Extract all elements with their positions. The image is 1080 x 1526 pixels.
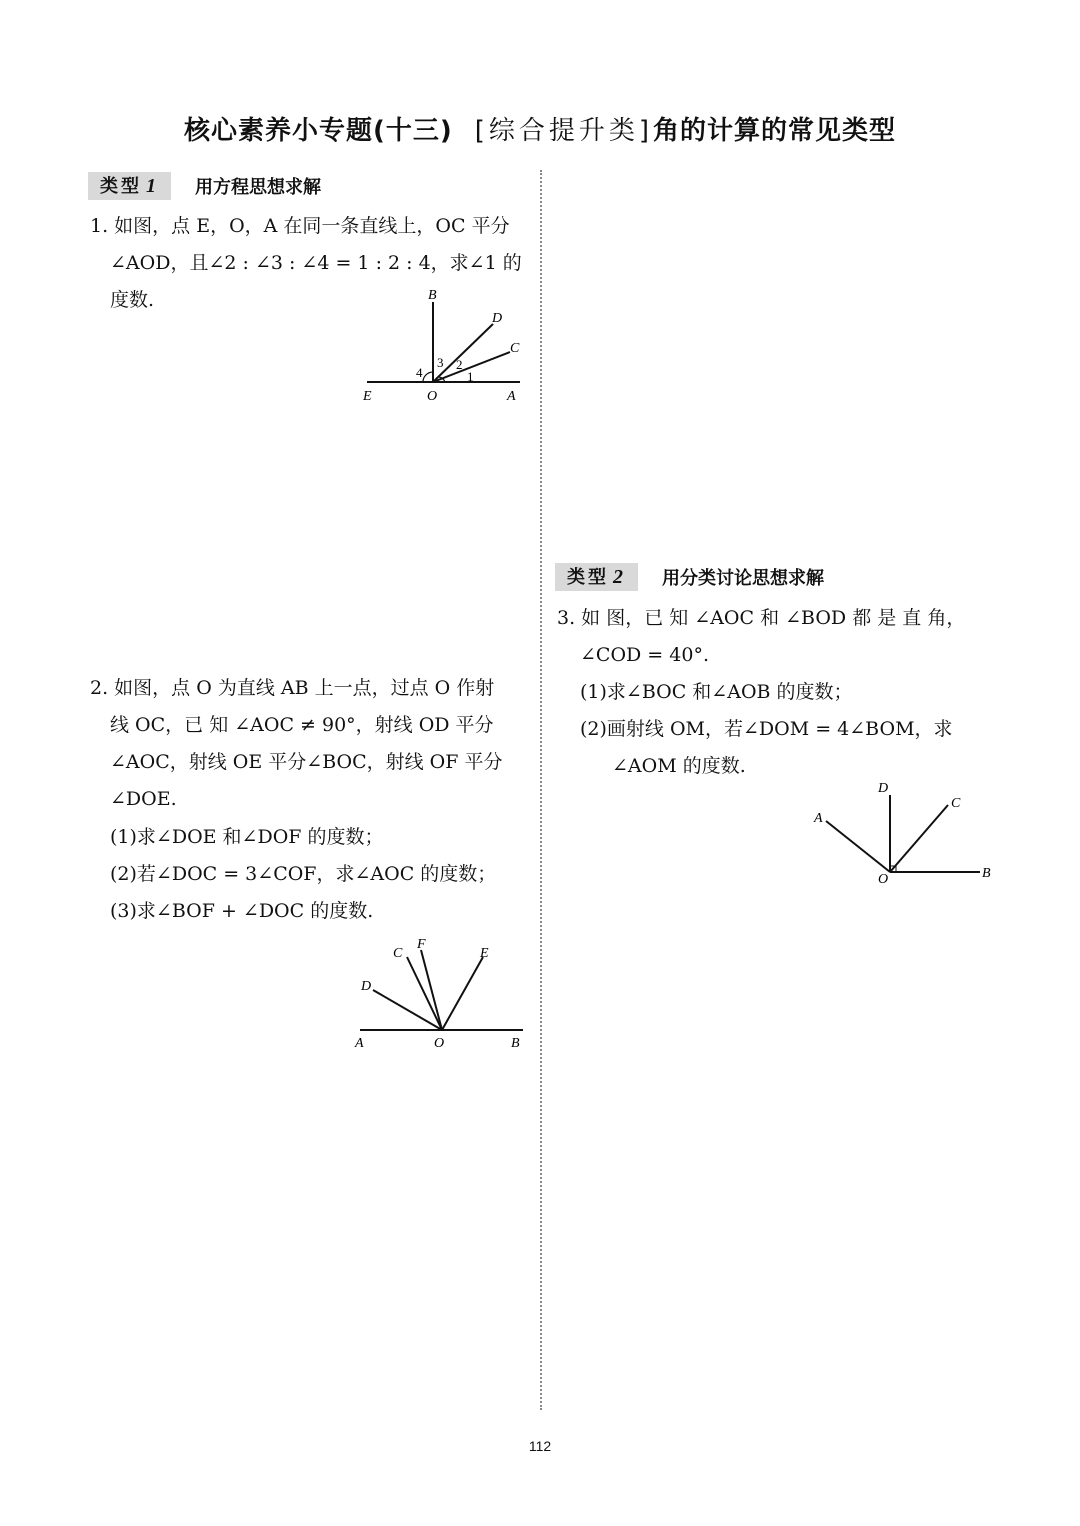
q3-label-O: O (878, 872, 889, 887)
q2-line-3: ∠AOC，射线 OE 平分∠BOC，射线 OF 平分 (110, 751, 503, 773)
q2-label-A: A (355, 1036, 364, 1051)
title-category: [综合提升类] (474, 116, 654, 146)
q2-line-1: 2. 如图，点 O 为直线 AB 上一点，过点 O 作射 (90, 677, 495, 699)
q1-figure (355, 282, 535, 407)
q3-figure (808, 775, 998, 890)
q1-line-1: 1. 如图，点 E，O，A 在同一条直线上，OC 平分 (90, 215, 510, 237)
q1-angle-3: 3 (437, 355, 444, 370)
q2-label-F: F (417, 937, 426, 952)
q2-line-2: 线 OC，已 知 ∠AOC ≠ 90°，射线 OD 平分 (110, 714, 494, 736)
column-divider (540, 170, 542, 1410)
q3-label-A: A (814, 811, 823, 826)
q2-ray-OF (421, 950, 442, 1030)
page-number: 112 (528, 1438, 552, 1454)
q3-ray-OC (890, 805, 948, 872)
q2-part-2: (2)若∠DOC = 3∠COF，求∠AOC 的度数； (110, 863, 497, 885)
page-title (0, 110, 1080, 147)
q1-line-3: 度数. (110, 289, 155, 311)
q3-label-B: B (982, 866, 991, 881)
type-1-caption: 用方程思想求解 (195, 177, 321, 198)
q2-label-C: C (393, 946, 403, 961)
q2-part-3: (3)求∠BOF + ∠DOC 的度数. (110, 900, 374, 922)
q2-label-B: B (511, 1036, 520, 1051)
q2-label-E: E (480, 946, 489, 961)
q1-ray-OD (433, 324, 493, 382)
type-1-badge: 类型 1 (88, 172, 171, 200)
q3-label-C: C (951, 796, 961, 811)
q1-label-O: O (427, 389, 438, 404)
q3-label-D: D (878, 781, 889, 796)
q1-label-D: D (492, 311, 503, 326)
q1-label-C: C (510, 341, 520, 356)
q1-label-E: E (363, 389, 372, 404)
q1-label-B: B (428, 288, 437, 303)
type-2-header (555, 563, 824, 591)
type-2-caption: 用分类讨论思想求解 (662, 568, 824, 589)
q2-figure (345, 932, 535, 1057)
q3-line-1: 3. 如 图，已 知 ∠AOC 和 ∠BOD 都 是 直 角， (557, 607, 966, 629)
q1-label-A: A (507, 389, 516, 404)
q1-angle-2: 2 (456, 357, 463, 372)
q1-angle-1: 1 (467, 369, 474, 384)
q3-part-1: (1)求∠BOC 和∠AOB 的度数； (580, 681, 853, 703)
q3-ray-OA (826, 821, 890, 872)
q2-ray-OE (442, 957, 483, 1030)
q3-part-2: (2)画射线 OM，若∠DOM = 4∠BOM，求 (580, 718, 953, 740)
q1-angle-4: 4 (416, 365, 423, 380)
title-topic: 角的计算的常见类型 (653, 116, 897, 146)
title-main: 核心素养小专题(十三) (183, 116, 453, 146)
q2-line-4: ∠DOE. (110, 788, 177, 810)
q3-part-3: ∠AOM 的度数. (612, 755, 746, 777)
q1-line-2: ∠AOD，且∠2 : ∠3 : ∠4 = 1 : 2 : 4，求∠1 的 (110, 252, 522, 274)
type-1-header (88, 172, 321, 200)
q2-label-O: O (434, 1036, 445, 1051)
type-2-badge: 类型 2 (555, 563, 638, 591)
q3-line-2: ∠COD = 40°. (580, 644, 709, 666)
q2-label-D: D (361, 979, 372, 994)
q2-part-1: (1)求∠DOE 和∠DOF 的度数； (110, 826, 384, 848)
